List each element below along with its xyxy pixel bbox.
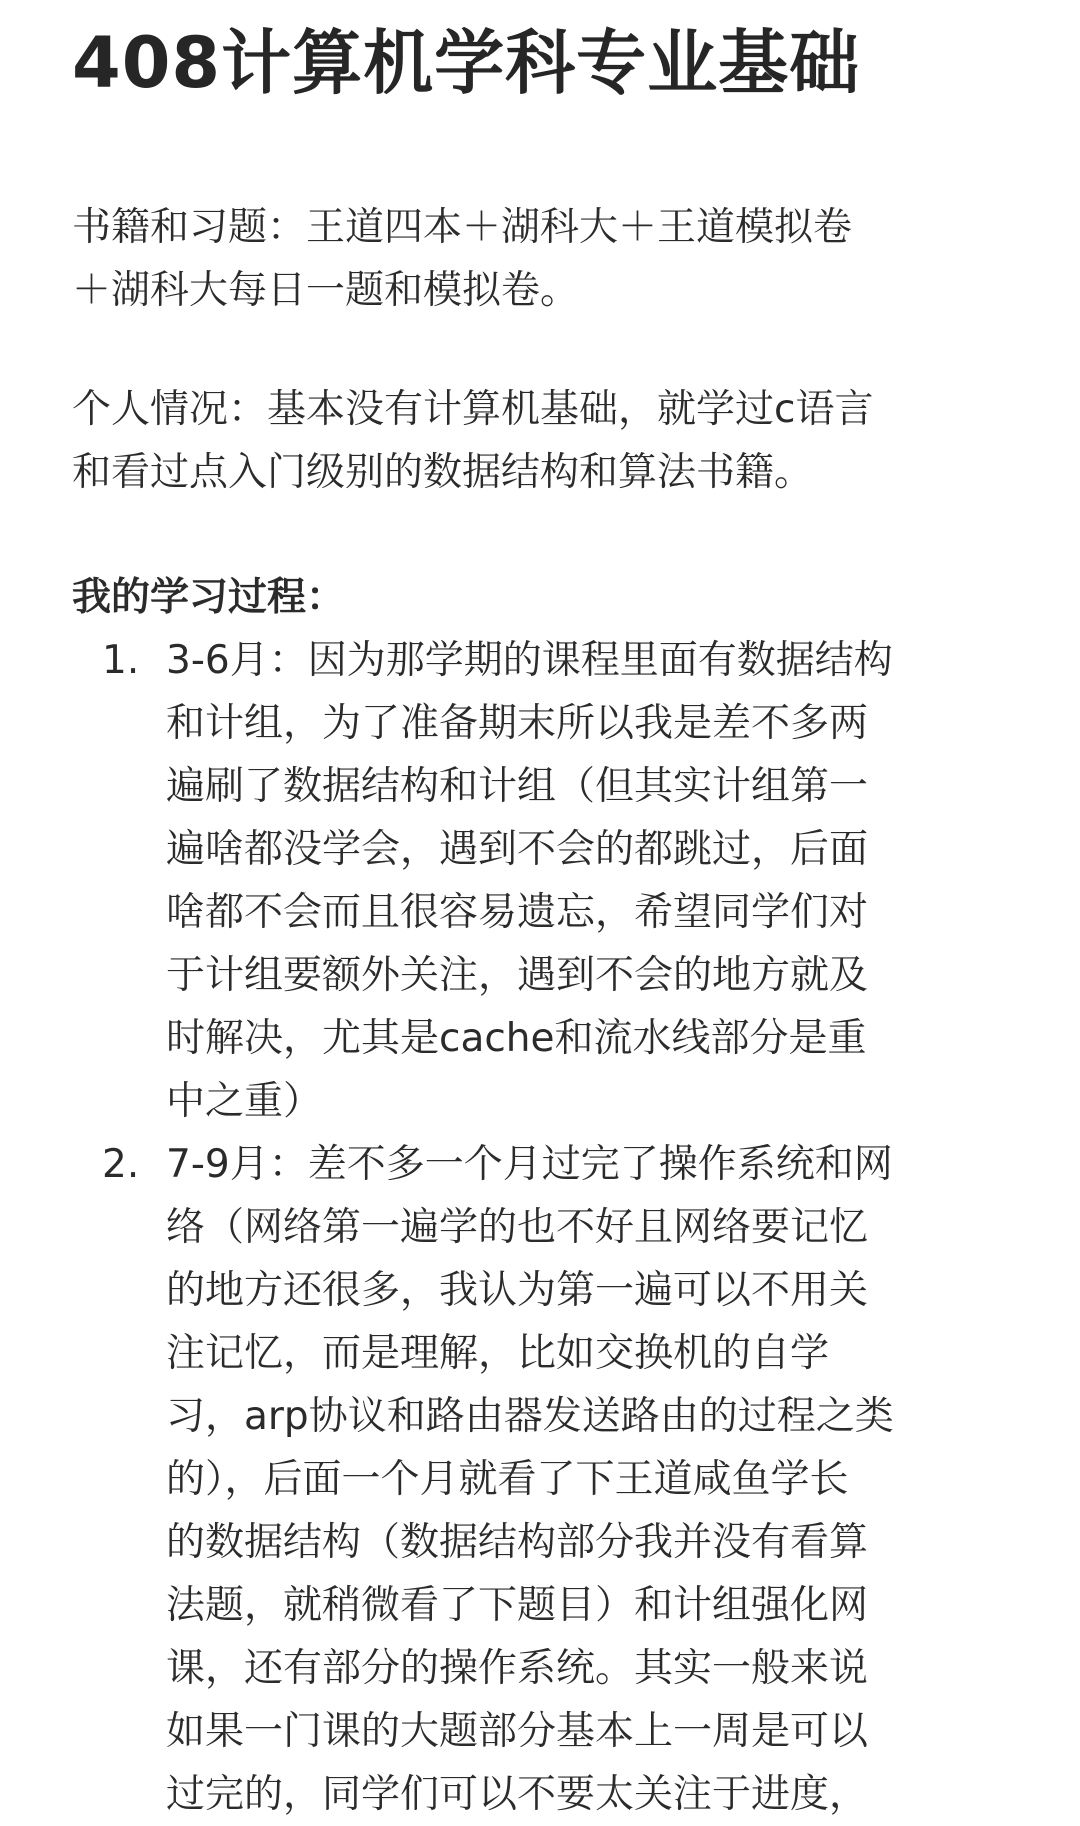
step-line: 课，还有部分的操作系统。其实一般来说	[166, 1646, 869, 1691]
step-line: 7-9月：差不多一个月过完了操作系统和网	[166, 1142, 893, 1187]
personal-paragraph	[72, 378, 1020, 504]
books-line: 书籍和习题：王道四本＋湖科大＋王道模拟卷	[72, 205, 853, 250]
list-number: 2.	[102, 1142, 140, 1187]
books-paragraph	[72, 196, 1020, 322]
step-line: 注记忆，而是理解，比如交换机的自学	[166, 1331, 830, 1376]
page-title: 408计算机学科专业基础	[72, 22, 861, 104]
step-line: 过完的，同学们可以不要太关注于进度，	[166, 1772, 869, 1817]
step-line: 习，arp协议和路由器发送路由的过程之类	[166, 1394, 894, 1439]
step-line: 遍啥都没学会，遇到不会的都跳过，后面	[166, 827, 869, 872]
personal-line: 个人情况：基本没有计算机基础，就学过c语言	[72, 387, 874, 432]
personal-line: 和看过点入门级别的数据结构和算法书籍。	[72, 450, 814, 495]
list-number: 1.	[102, 638, 140, 683]
step-line: 法题，就稍微看了下题目）和计组强化网	[166, 1583, 869, 1628]
step-line: 的），后面一个月就看了下王道咸鱼学长	[166, 1457, 849, 1502]
step-line: 络（网络第一遍学的也不好且网络要记忆	[166, 1205, 869, 1250]
process-heading: 我的学习过程：	[72, 575, 346, 620]
step-line: 和计组，为了准备期末所以我是差不多两	[166, 701, 869, 746]
step-line: 中之重）	[166, 1079, 323, 1124]
step-line: 于计组要额外关注，遇到不会的地方就及	[166, 953, 869, 998]
step-line: 的数据结构（数据结构部分我并没有看算	[166, 1520, 869, 1565]
step-line: 时解决，尤其是cache和流水线部分是重	[166, 1016, 867, 1061]
step-line: 的地方还很多，我认为第一遍可以不用关	[166, 1268, 869, 1313]
process-list	[72, 629, 1020, 1826]
step-line: 遍刷了数据结构和计组（但其实计组第一	[166, 764, 869, 809]
list-item	[72, 629, 1020, 1133]
step-line: 如果一门课的大题部分基本上一周是可以	[166, 1709, 869, 1754]
books-line: ＋湖科大每日一题和模拟卷。	[72, 268, 580, 313]
list-item	[72, 1133, 1020, 1826]
step-line: 3-6月：因为那学期的课程里面有数据结构	[166, 638, 893, 683]
step-line: 啥都不会而且很容易遗忘，希望同学们对	[166, 890, 869, 935]
article	[72, 0, 1020, 1826]
